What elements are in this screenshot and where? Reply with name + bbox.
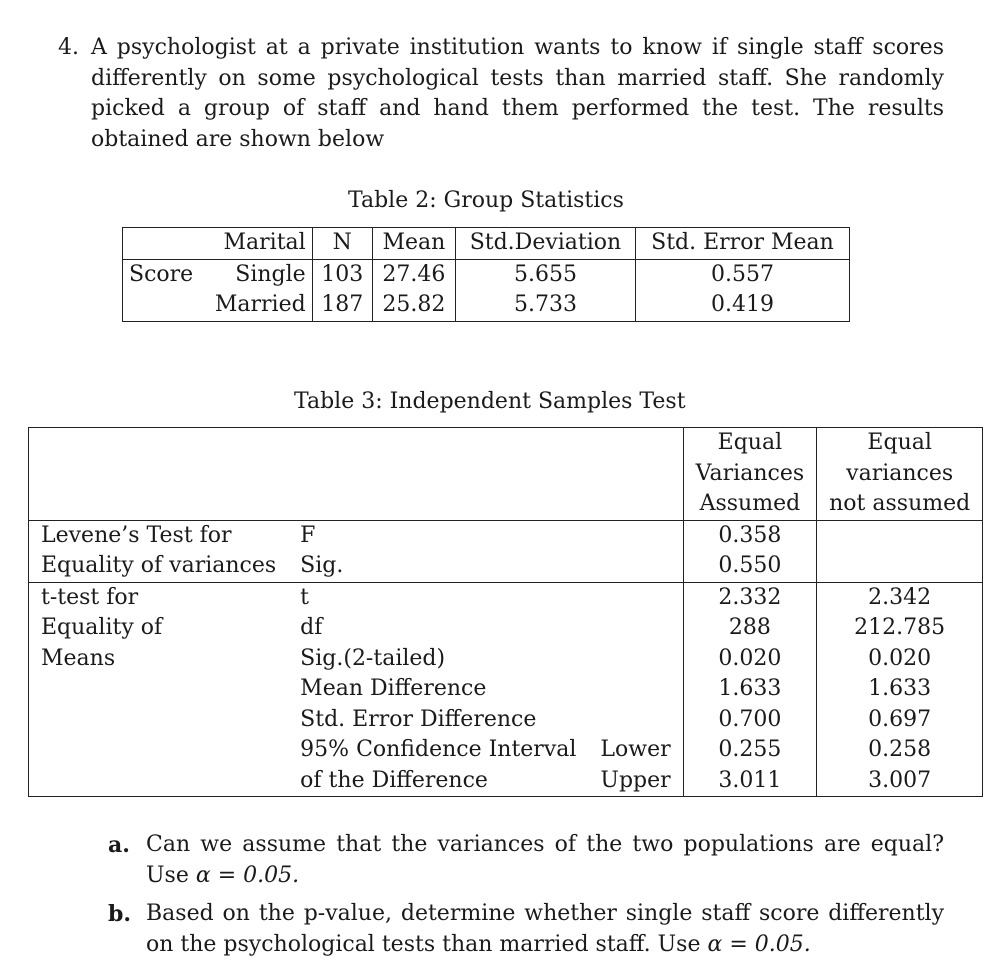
stat-sub <box>588 582 683 613</box>
table-cell: 2.342 <box>817 582 983 613</box>
table-row <box>29 644 983 675</box>
question-number: 4. <box>58 35 79 60</box>
table-cell: 212.785 <box>854 615 946 640</box>
table-header-row <box>123 228 850 260</box>
stat-label: Sig. <box>300 553 344 578</box>
stat-label: df <box>300 615 323 640</box>
table-row <box>123 259 850 290</box>
table-cell: 103 <box>312 259 372 290</box>
stat-sub <box>588 613 683 644</box>
stat-label: 95% Confidence Interval <box>300 737 577 762</box>
table-cell: 2.332 <box>683 582 816 613</box>
table-cell <box>29 428 684 521</box>
table-header-cell: Std. Error Mean <box>635 228 849 260</box>
stat-label: Sig.(2-tailed) <box>300 645 446 671</box>
table-header-row <box>29 428 983 521</box>
table-cell: 25.82 <box>372 290 455 321</box>
table-row <box>29 674 983 705</box>
question-parts <box>108 830 944 968</box>
table2-caption: Table 2: Group Statistics <box>348 188 624 213</box>
table-cell: 0.258 <box>868 737 932 762</box>
table-cell: 0.255 <box>683 735 816 766</box>
table-row <box>29 551 983 582</box>
table-cell: 288 <box>683 613 816 644</box>
independent-samples-table <box>28 427 983 797</box>
table-cell <box>29 735 289 766</box>
stat-label: F <box>300 522 316 548</box>
table-cell: 0.557 <box>710 261 774 287</box>
table-cell <box>29 674 289 705</box>
table-header-cell: N <box>312 228 372 260</box>
table-cell: 5.733 <box>455 290 635 321</box>
table-cell <box>817 520 983 551</box>
ttest-label: Equality of <box>41 615 163 640</box>
stat-sub <box>588 551 683 582</box>
part-text: Can we assume that the variances of the two populations are equal? Use <box>146 832 944 888</box>
part-a <box>108 830 944 891</box>
table-cell: 0.550 <box>683 551 816 582</box>
table3-caption: Table 3: Independent Samples Test <box>294 389 686 414</box>
levene-label: Equality of variances <box>41 553 277 578</box>
table-cell: 0.700 <box>683 705 816 736</box>
table-row <box>29 520 983 551</box>
table-row <box>29 582 983 613</box>
table-cell <box>29 766 289 797</box>
stat-label: of the Difference <box>300 767 488 793</box>
table-cell: Single <box>199 259 312 290</box>
table-cell <box>29 705 289 736</box>
alpha-value: α = 0.05. <box>195 862 300 888</box>
stat-sub <box>588 520 683 551</box>
table-row <box>123 290 850 321</box>
levene-label: Levene’s Test for <box>41 522 232 548</box>
ttest-label: Means <box>41 645 116 671</box>
part-text: Based on the p-value, determine whether single staff score differently on the psychological tests than married staff. Use <box>146 901 944 957</box>
table-header-cell: Mean <box>372 228 455 260</box>
stat-sub <box>588 644 683 675</box>
table-cell: 0.419 <box>710 292 774 317</box>
table-row <box>29 735 983 766</box>
stat-label: Std. Error Difference <box>300 706 537 732</box>
table-row <box>29 613 983 644</box>
question-text: A psychologist at a private institution wants to know if single staff scores differently on some psychological tests than married staff. She randomly picked a group of staff and hand them performed the test. The results obtained are shown below <box>91 35 944 152</box>
row-label: Score <box>129 261 194 287</box>
table-header-cell: Std.Deviation <box>455 228 635 260</box>
table-row <box>29 705 983 736</box>
stat-sub <box>588 705 683 736</box>
equal-variances-assumed-header: Equal Variances Assumed <box>683 428 816 521</box>
table-cell: 3.007 <box>868 767 932 793</box>
table-cell: 3.011 <box>683 766 816 797</box>
group-statistics-table <box>122 227 850 322</box>
table-cell: 0.020 <box>683 644 816 675</box>
table-header-cell: Marital <box>199 228 312 260</box>
table-row <box>29 766 983 797</box>
ttest-label: t-test for <box>29 582 289 613</box>
alpha-value: α = 0.05. <box>707 931 811 957</box>
stat-sub <box>588 674 683 705</box>
stat-sub: Lower <box>588 735 683 766</box>
stat-label: Mean Difference <box>300 676 487 701</box>
table-cell: 0.697 <box>868 706 932 732</box>
part-b <box>108 899 944 960</box>
equal-variances-not-assumed-header: Equal variances not assumed <box>817 428 983 521</box>
table-cell: Married <box>199 290 312 321</box>
stat-sub: Upper <box>588 766 683 797</box>
table-cell: 27.46 <box>372 259 455 290</box>
table-cell: 187 <box>312 290 372 321</box>
table-cell: 0.020 <box>868 645 932 671</box>
table-cell: 5.655 <box>455 259 635 290</box>
table-cell: 1.633 <box>868 676 932 701</box>
table-cell <box>123 290 200 321</box>
table-cell: 0.358 <box>683 520 816 551</box>
table-cell: 1.633 <box>683 674 816 705</box>
table-cell <box>817 551 983 582</box>
table-cell <box>123 228 200 260</box>
part-label: b. <box>108 901 132 927</box>
part-label: a. <box>108 832 130 858</box>
stat-label: t <box>288 582 588 613</box>
